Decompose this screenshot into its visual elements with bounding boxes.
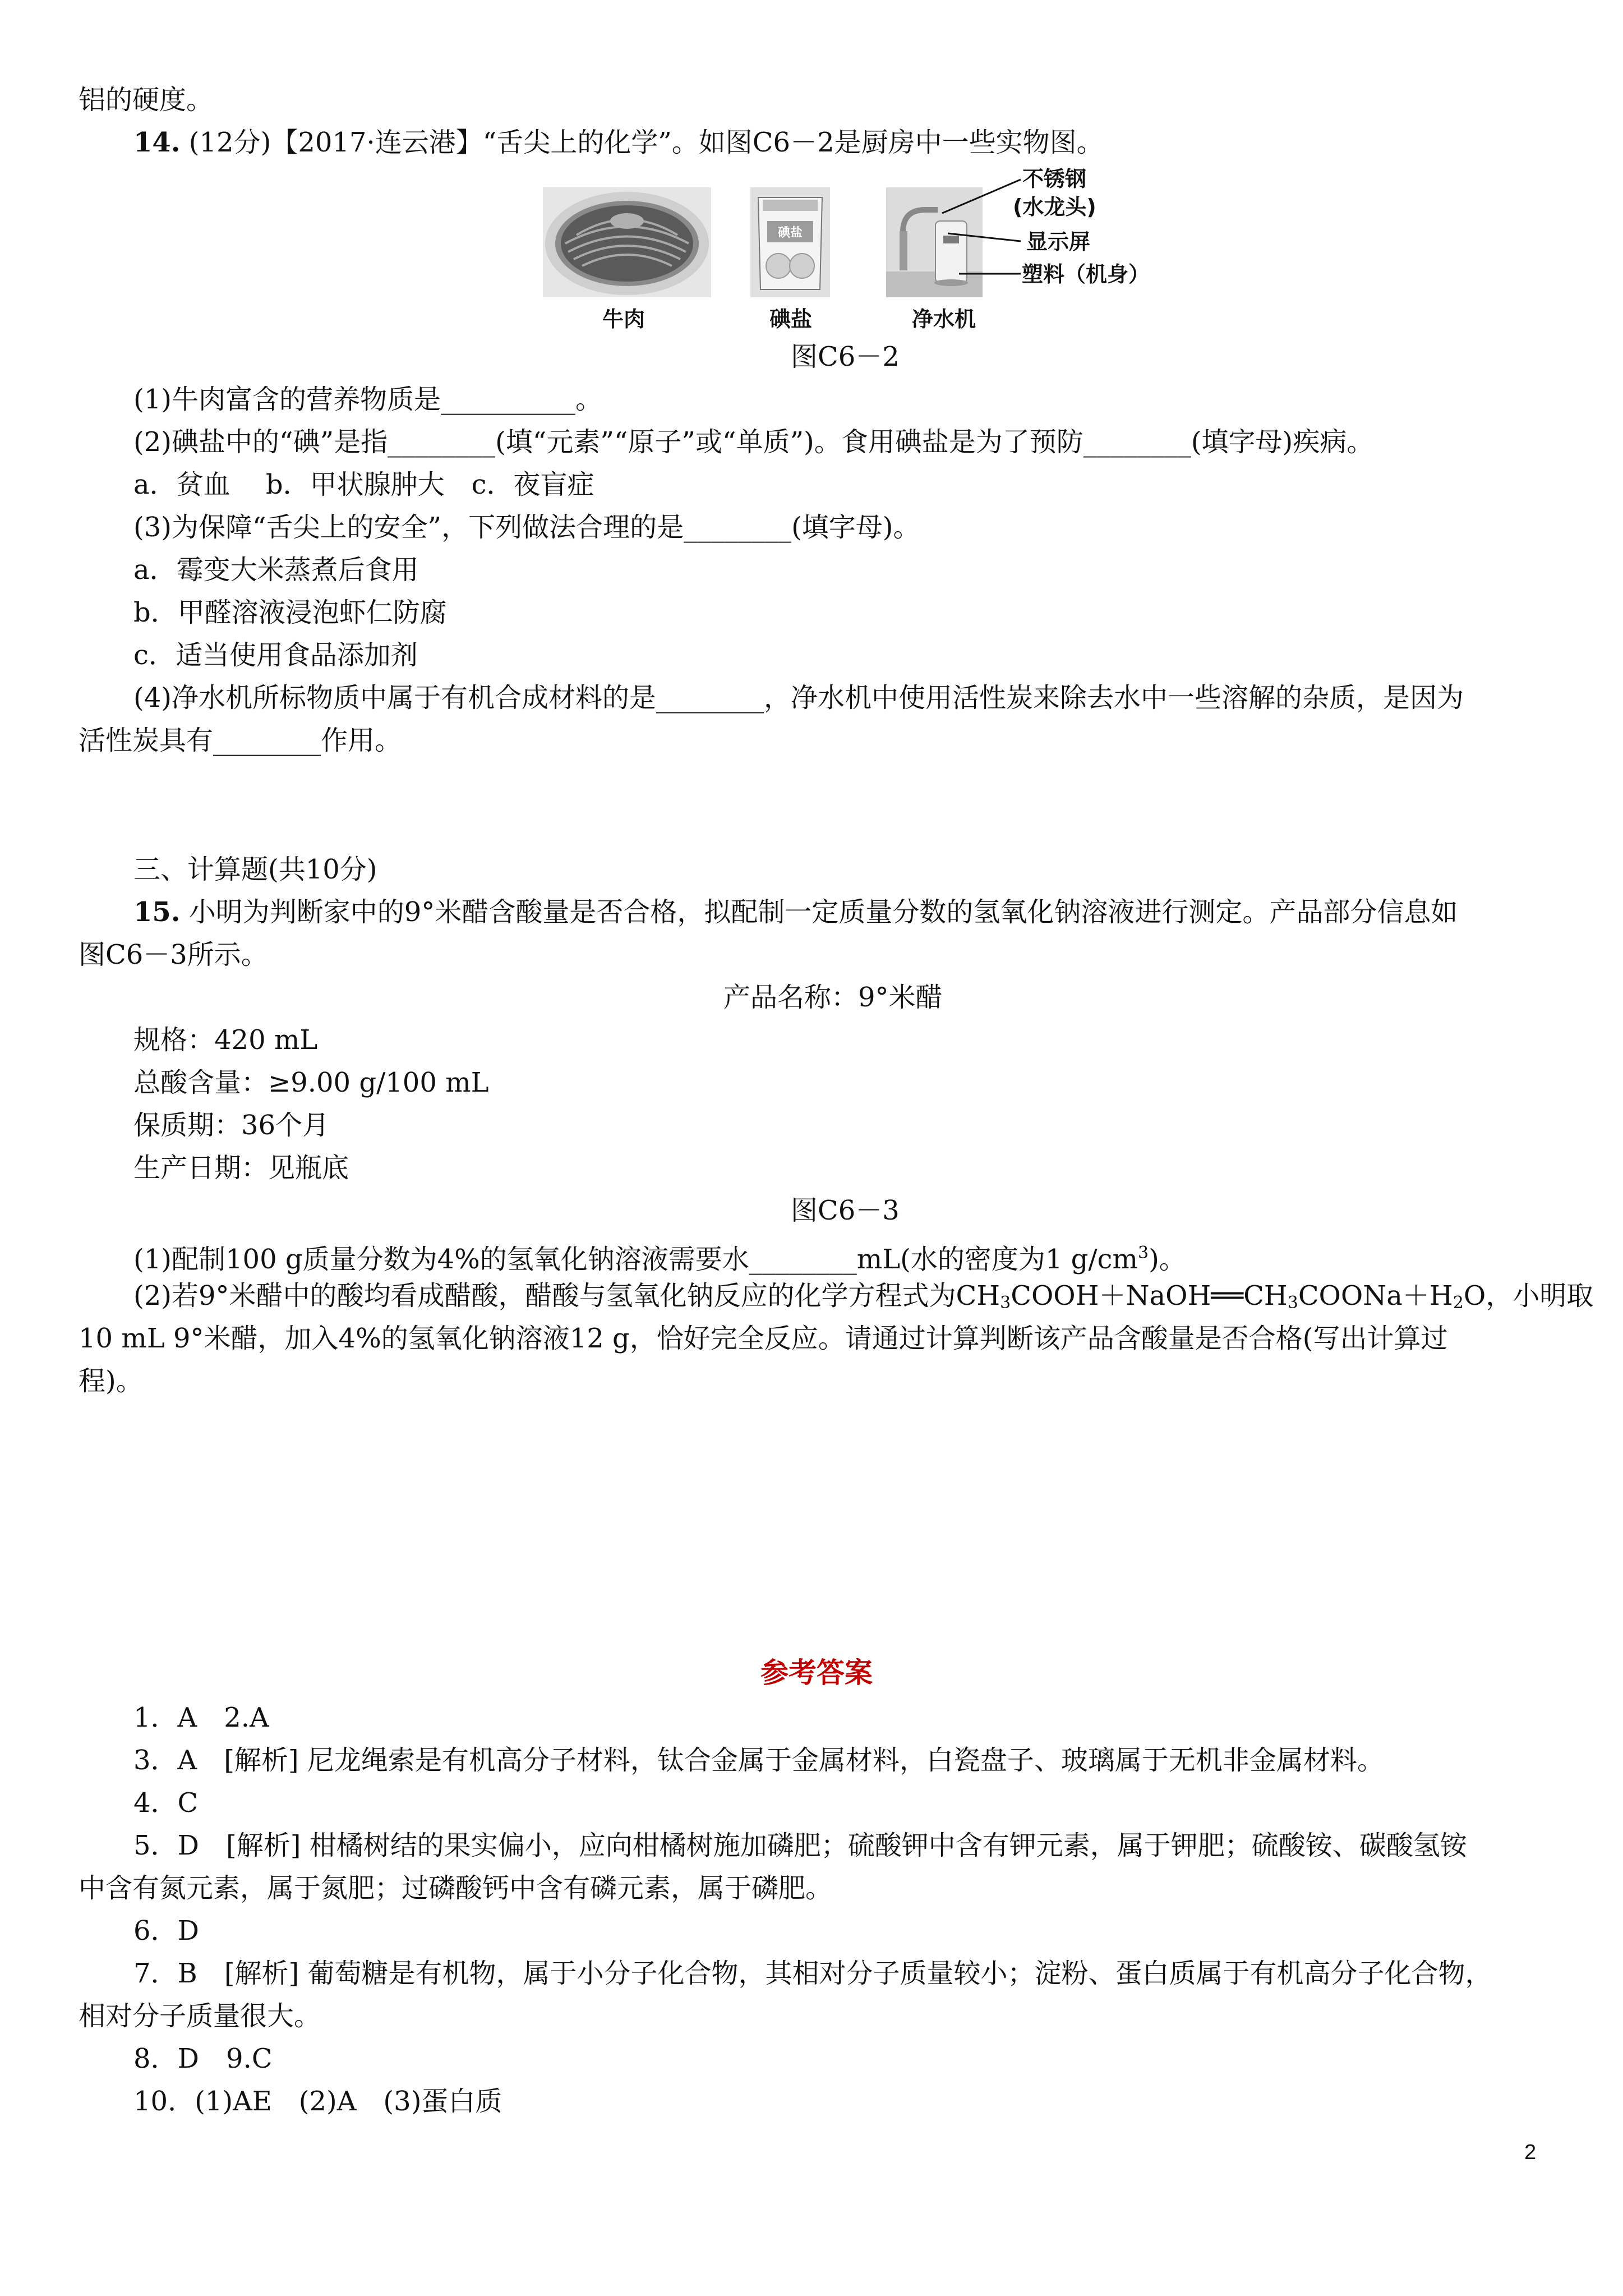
- answers-title: 参考答案: [760, 1656, 873, 1689]
- figure-c6-2-title: 图C6－2: [791, 341, 900, 372]
- q15-product-name: 产品名称：9°米醋: [723, 982, 943, 1013]
- q15-eq-sub3: 2: [1453, 1293, 1464, 1313]
- q14-number: 14.: [133, 127, 181, 158]
- q14-part4-line1: (4)净水机所标物质中属于有机合成材料的是________，净水机中使用活性炭来除去水中一些溶解的杂质，是因为: [133, 682, 1464, 714]
- label-faucet: (水龙头): [1013, 195, 1096, 219]
- q14-part1: (1)牛肉富含的营养物质是__________。: [133, 384, 602, 415]
- q15-part1-end: )。: [1149, 1244, 1186, 1275]
- q14-header-text: (12分)【2017·连云港】“舌尖上的化学”。如图C6－2是厨房中一些实物图。: [188, 127, 1104, 158]
- q15-part2-line2: 10 mL 9°米醋，加入4%的氢氧化钠溶液12 g，恰好完全反应。请通过计算判断该产品含酸量是否合格(写出计算过: [79, 1323, 1448, 1354]
- q15-eq-a: (2)若9°米醋中的酸均看成醋酸，醋酸与氢氧化钠反应的化学方程式为CH: [133, 1280, 1000, 1312]
- answer-7-line2: 相对分子质量很大。: [79, 2000, 321, 2032]
- answer-10: 10．(1)AE (2)A (3)蛋白质: [133, 2086, 502, 2117]
- beef-photo: [543, 187, 711, 297]
- section-3-title: 三、计算题(共10分): [133, 854, 377, 885]
- answer-6: 6．D: [133, 1915, 200, 1947]
- q13-tail: 铝的硬度。: [79, 84, 214, 116]
- q15-eq-sub2: 3: [1287, 1293, 1298, 1313]
- q15-number: 15.: [133, 896, 181, 928]
- salt-bag-text: 碘盐: [777, 226, 803, 240]
- q15-production-date: 生产日期：见瓶底: [133, 1152, 349, 1184]
- q14-part3-option-b: b．甲醛溶液浸泡虾仁防腐: [133, 597, 447, 628]
- answer-3: 3．A [解析] 尼龙绳索是有机高分子材料，钛合金属于金属材料，白瓷盘子、玻璃属于无机非金属材料。: [133, 1745, 1384, 1776]
- figure-c6-3-title: 图C6－3: [791, 1195, 900, 1226]
- answer-4: 4．C: [133, 1787, 199, 1819]
- caption-purifier: 净水机: [912, 307, 976, 332]
- q14-part4-line2: 活性炭具有________作用。: [79, 725, 402, 756]
- label-stainless-steel: 不锈钢: [1022, 167, 1087, 191]
- q14-part3: (3)为保障“舌尖上的安全”，下列做法合理的是________(填字母)。: [133, 512, 920, 543]
- q15-shelf-life: 保质期：36个月: [133, 1110, 330, 1141]
- answer-7-line1: 7．B [解析] 葡萄糖是有机物，属于小分子化合物，其相对分子质量较小；淀粉、蛋白质属于有机高分子化合物，: [133, 1958, 1492, 1989]
- q15-eq-sub1: 3: [1000, 1293, 1011, 1313]
- q14-part3-option-c: c．适当使用食品添加剂: [133, 639, 418, 671]
- q14-part3-option-a: a．霉变大米蒸煮后食用: [133, 554, 419, 586]
- caption-beef: 牛肉: [602, 307, 645, 332]
- q15-acid-content: 总酸含量：≥9.00 g/100 mL: [133, 1067, 489, 1098]
- iodized-salt-photo: [750, 187, 830, 297]
- q14-header: [133, 126, 1104, 159]
- q15-eq-d: O，小明取: [1463, 1280, 1594, 1312]
- answer-8-9: 8．D 9.C: [133, 2043, 273, 2074]
- figure-leader-lines: [937, 168, 1026, 286]
- q15-part2-line1: [133, 1279, 1593, 1320]
- q14-part2: (2)碘盐中的“碘”是指________(填“元素”“原子”或“单质”)。食用碘盐是为了预防________(填字母)疾病。: [133, 426, 1374, 458]
- answer-5-line1: 5．D [解析] 柑橘树结的果实偏小，应向柑橘树施加磷肥；硫酸钾中含有钾元素，属于钾肥；硫酸铵、碳酸氢铵: [133, 1830, 1467, 1861]
- q14-part2-options: a．贫血 b．甲状腺肿大 c．夜盲症: [133, 469, 594, 500]
- label-plastic: 塑料（机身）: [1022, 262, 1150, 287]
- q15-part2-line3: 程)。: [79, 1365, 143, 1397]
- answer-5-line2: 中含有氮元素，属于氮肥；过磷酸钙中含有磷元素，属于磷肥。: [79, 1872, 833, 1904]
- q15-line2: 图C6－3所示。: [79, 939, 268, 970]
- q15-line1: [133, 895, 1458, 929]
- page-number: 2: [1524, 2141, 1537, 2164]
- q15-part1: [133, 1236, 1186, 1276]
- answer-1-2: 1．A 2.A: [133, 1702, 269, 1733]
- q15-line1-text: 小明为判断家中的9°米醋含酸量是否合格，拟配制一定质量分数的氢氧化钠溶液进行测定。产品部分信息如: [188, 896, 1458, 928]
- caption-salt: 碘盐: [769, 307, 813, 332]
- q15-eq-b: COOH＋NaOH══CH: [1011, 1280, 1288, 1312]
- q15-eq-c: COONa＋H: [1298, 1280, 1453, 1312]
- q15-part1-text: (1)配制100 g质量分数为4%的氢氧化钠溶液需要水________mL(水的密度为1 g/cm: [133, 1244, 1138, 1275]
- label-display: 显示屏: [1026, 229, 1091, 254]
- q15-part1-superscript: 3: [1137, 1243, 1149, 1263]
- q15-spec: 规格：420 mL: [133, 1024, 318, 1056]
